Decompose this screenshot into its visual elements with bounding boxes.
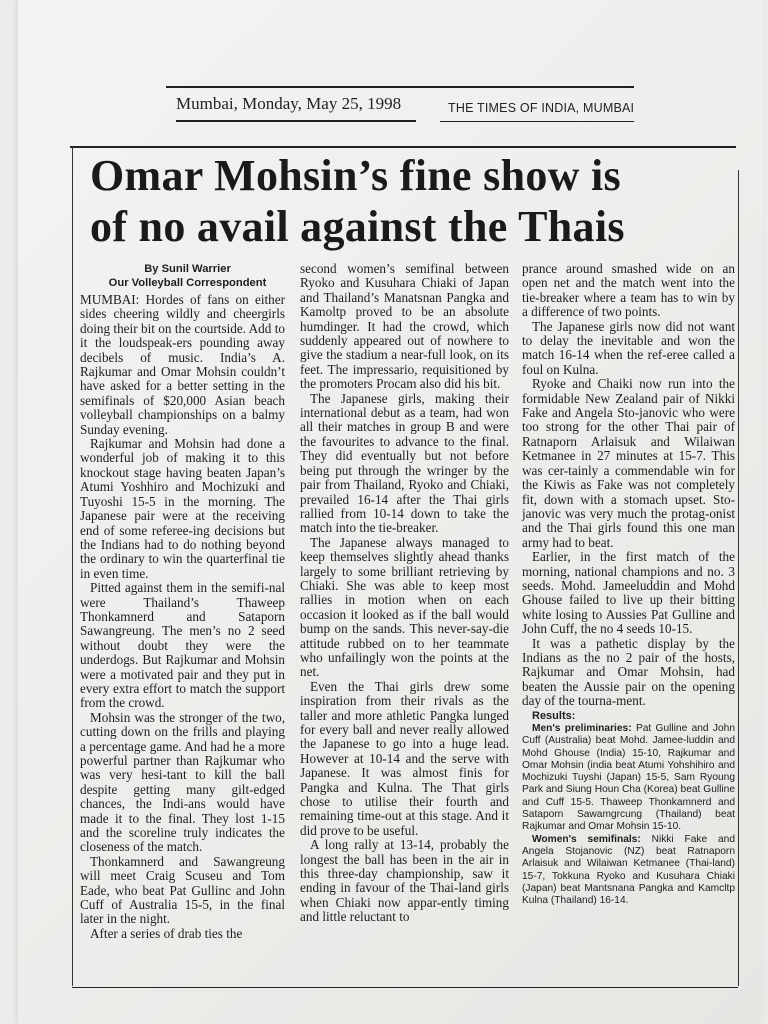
byline-name: By Sunil Warrier [144,263,231,275]
article-paragraph: Thonkamnerd and Sawangreung will meet Craig Scuseu and Tom Eade, who beat Pat Gullinc and John Cuff of Australia 15-5, in the final later in the night. [80,853,285,927]
article-column-2 [300,262,509,925]
article-paragraph: It was a pathetic display by the Indians as the no 2 pair of the hosts, Rajkumar and Omar Mohsin, had beaten the Aussie pair on the opening day of the tourna-ment. [522,635,735,709]
masthead-bottom-rule-right [440,121,634,122]
article-paragraph: prance around smashed wide on an open net and the match went into the tie-breaker where a team has to win by a difference of two points. [522,261,735,320]
article-paragraph: Mohsin was the stronger of the two, cutting down on the frills and playing a percentage game. And had he a more powerful partner than Rajkumar who was very hesi-tant to kill the ball despite getting many gilt-edged chances, the Indi-ans would have made it to the final. They lost 1-15 and the scoreline truly indicates the closeness of the match. [80,709,285,855]
article-paragraph: Earlier, in the first match of the morning, national champions and no. 3 seeds. Mohd. Jameeluddin and Mohd Ghouse failed to live up their bitting white losing to Aussies Pat Gulline and John Cuff, the no 4 seeds 10-15. [522,549,735,637]
article-paragraph: The Japanese girls now did not want to delay the inevitable and won the match 16-14 when the ref-eree called a foul on Kulna. [522,318,735,377]
article-paragraph: second women’s semifinal between Ryoko and Kusuhara Chiaki of Japan and Thailand’s Manatsnan Pangka and Kamoltp proved to be an absolute humdinger. It had the crowd, which suddenly appeared out of nowhere to give the stadium a near-full look, on its feet. The impressario, requisitioned by the promoters Procam also did his bit. [300,261,509,392]
article-paragraph: Rajkumar and Mohsin had done a wonderful job of making it to this knockout stage having beaten Japan’s Atumi Yoshhiro and Mochizuki and Tuyoshi 15-5 in the morning. The Japanese pair were at the receiving end of some referee-ing decisions but the Indians had to do nothing beyond the ordinary to win the quarterfinal tie in even time. [80,436,285,581]
article-column-3 [522,262,735,907]
article-paragraph: Even the Thai girls drew some inspiration from their rivals as the taller and more athletic Pangka lunged for every ball and never really allowed the Japanese to go into a huge lead. However at 10-14 and the serve with Japanese. It was almost finis for Pangka and Kulna. The That girls chose to utilise their fourth and remaining time-out at this stage. And it did prove to be useful. [300,678,509,838]
article-paragraph: The Japanese always managed to keep themselves slightly ahead thanks largely to some brilliant retrieving by Chiaki. She was able to keep most rallies in motion when on each occasion it looked as if the ball would bump on the sands. This never-say-die attitude rubbed on to her teammate who unfailingly won the points at the net. [300,534,509,680]
article-top-rule [70,146,736,148]
headline-line-1: Omar Mohsin’s fine show is [90,151,621,200]
article-bottom-rule [72,987,738,988]
headline [90,150,730,252]
article-paragraph: Ryoke and Chaiki now run into the formidable New Zealand pair of Nikki Fake and Angela Sto-janovic who were too strong for the other Thai pair of Ratnaporn Arlaisuk and Wilaiwan Ketmanee in 27 minutes at 15-7. This was cer-tainly a commendable win for the Kiwis as Fake was not completely fit, down with a stomach upset. Sto-janovic was very much the protag-onist and the Thai girls found this one man army had to beat. [522,376,735,550]
article-left-rule [72,146,73,986]
results-men-text: Pat Gulline and John Cuff (Australia) beat Mohd. Jamee-luddin and Mohd Ghouse (India) 15-10, Rajkumar and Omar Mohsin (india beat Atumi Yohshihiro and Mochizuki Tuyshi (Japan) 15-5, Sam Ryoung Park and Siung Houn Cha (Korea) beat Gulline and Cuff 15-5. Thaweep Thonkamnerd and Sataporn Sawamgrcung (Thailand) beat Rajkumar and Omar Mohsin 15-10. [522,723,735,833]
masthead-bottom-rule [176,120,416,122]
results-men-label: Men's preliminaries: [532,723,632,734]
article-right-rule [738,170,739,986]
publication-name: THE TIMES OF INDIA, MUMBAI [448,101,635,115]
article-paragraph: A long rally at 13-14, probably the longest the ball has been in the air in this three-day championship, saw it ending in favour of the Thai-land girls when Chiaki now appar-ently timing and little reluctant to [300,837,509,925]
results-women-text: Nikki Fake and Angela Stojanovic (NZ) beat Ratnaporn Arlaisuk and Wilaiwan Ketmanee (Thai-land) 15-7, Tokkuna Ryoko and Kusuhara Chiaki (Japan) beat Mantsnana Pangka and Kamcltp Kulna (Thailand) 16-14. [522,833,735,907]
byline-role: Our Volleyball Correspondent [108,277,267,289]
results-women [522,834,735,908]
masthead-top-rule [166,86,634,88]
results-women-label: Women's semifinals: [532,833,641,845]
results-heading: Results: [532,709,576,722]
article-paragraph: After a series of drab ties the [90,925,243,941]
dateline: Mumbai, Monday, May 25, 1998 [176,94,402,113]
results-men [522,723,735,834]
article-paragraph: The Japanese girls, making their international debut as a team, had won all their matches in group B and were the favourites to advance to the final. They did eventually but not before being put through the wringer by the pair from Thailand, Ryoko and Chiaki, prevailed 16-14 after the Thai girls rallied from 10-14 down to take the match into the tie-breaker. [300,390,509,536]
article-column-1 [80,262,285,941]
article-paragraph: Pitted against them in the semifi-nal were Thailand’s Thaweep Thonkamnerd and Sataporn Sawangreung. The men’s no 2 seed without doubt they were the underdogs. But Rajkumar and Mohsin were a motivated pair and they put in every extra effort to match the support from the crowd. [80,580,285,711]
article-paragraph: MUMBAI: Hordes of fans on either sides cheering wildly and cheergirls doing their bit on the courtside. Add to it the loudspeak-ers pounding away decibels of music. India’s A. Rajkumar and Omar Mohsin couldn’t have asked for a better setting in the semifinals of $20,000 Asian beach volleyball championships on a balmy Sunday evening. [80,292,285,437]
headline-line-2: of no avail against the Thais [90,202,625,251]
